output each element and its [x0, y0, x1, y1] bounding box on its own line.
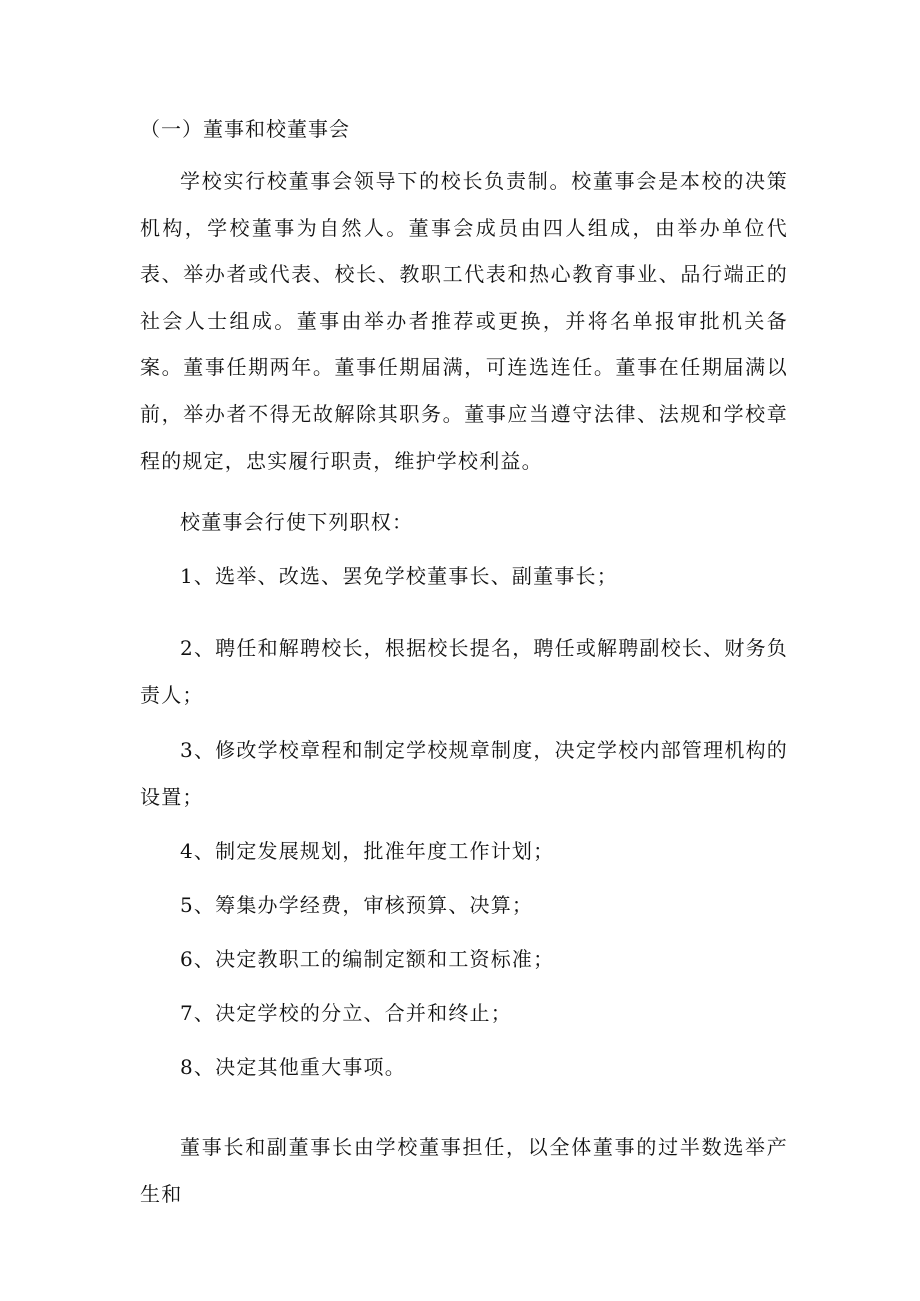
intro-paragraph: 学校实行校董事会领导下的校长负责制。校董事会是本校的决策机构，学校董事为自然人。董事会成员由四人组成，由举办单位代表、举办者或代表、校长、教职工代表和热心教育事业、品行端正的社会人士组成。董事由举办者推荐或更换，并将名单报审批机关备案。董事任期两年。董事任期届满，可连选连任。董事在任期届满以前，举办者不得无故解除其职务。董事应当遵守法律、法规和学校章程的规定，忠实履行职责，维护学校利益。	[140, 169, 788, 473]
power-item-6: 6、决定教职工的编制定额和工资标准；	[180, 947, 555, 971]
power-item-1: 1、选举、改选、罢免学校董事长、副董事长；	[180, 564, 618, 588]
power-item-8: 8、决定其他重大事项。	[180, 1055, 406, 1079]
power-item-5: 5、筹集办学经费，审核预算、决算；	[180, 893, 534, 917]
section-heading: （一）董事和校董事会	[140, 117, 350, 141]
power-item-7: 7、决定学校的分立、合并和终止；	[180, 1001, 512, 1025]
power-item-3: 3、修改学校章程和制定学校规章制度，决定学校内部管理机构的设置；	[140, 738, 788, 809]
power-item-2: 2、聘任和解聘校长，根据校长提名，聘任或解聘副校长、财务负责人；	[140, 636, 788, 707]
power-item-4: 4、制定发展规划，批准年度工作计划；	[180, 839, 555, 863]
powers-intro-paragraph: 校董事会行使下列职权：	[180, 510, 414, 534]
closing-paragraph: 董事长和副董事长由学校董事担任，以全体董事的过半数选举产生和	[140, 1135, 788, 1206]
